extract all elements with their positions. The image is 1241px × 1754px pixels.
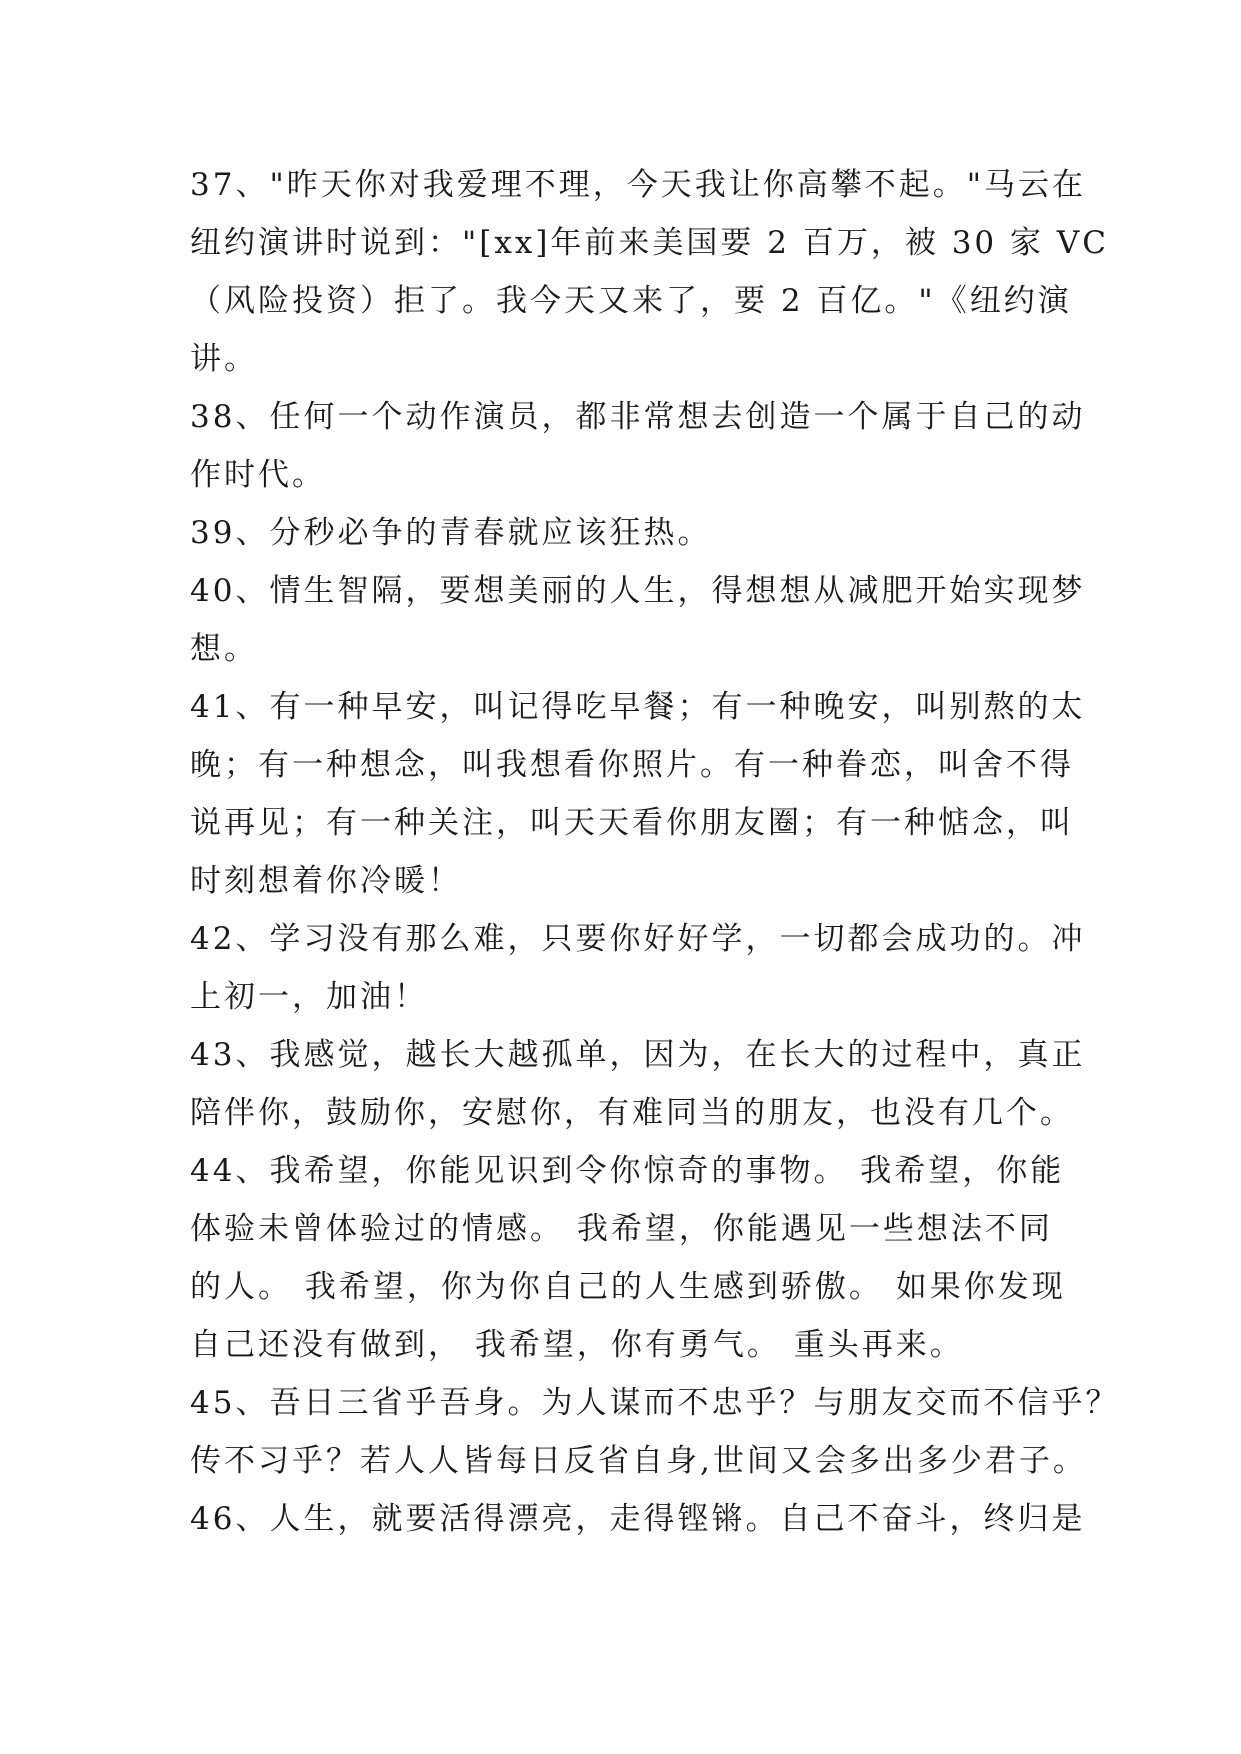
text-line: 44、我希望，你能见识到令你惊奇的事物。 我希望，你能: [190, 1153, 1065, 1189]
text-line: 讲。: [190, 341, 258, 377]
text-line: 42、学习没有那么难，只要你好好学，一切都会成功的。冲: [190, 921, 1086, 957]
text-line: 39、分秒必争的青春就应该狂热。: [190, 515, 712, 551]
text-line: 想。: [190, 631, 258, 667]
text-line: 38、任何一个动作演员，都非常想去创造一个属于自己的动: [190, 399, 1086, 435]
text-line: 传不习乎？若人人皆每日反省自身,世间又会多出多少君子。: [190, 1443, 1087, 1479]
text-line: 时刻想着你冷暖！: [190, 863, 462, 899]
text-line: 41、有一种早安，叫记得吃早餐；有一种晚安，叫别熬的太: [190, 689, 1086, 725]
text-line: 45、吾日三省乎吾身。为人谋而不忠乎？与朋友交而不信乎？: [190, 1385, 1120, 1421]
text-line: 作时代。: [190, 457, 326, 493]
text-line: 说再见；有一种关注，叫天天看你朋友圈；有一种惦念，叫: [190, 805, 1074, 841]
document-body: [190, 156, 1120, 1548]
text-line: 晚；有一种想念，叫我想看你照片。有一种眷恋，叫舍不得: [190, 747, 1074, 783]
text-line: 43、我感觉，越长大越孤单，因为，在长大的过程中，真正: [190, 1037, 1086, 1073]
text-line: 自己还没有做到， 我希望，你有勇气。 重头再来。: [190, 1327, 964, 1363]
text-line: 46、人生，就要活得漂亮，走得铿锵。自己不奋斗，终归是: [190, 1501, 1086, 1537]
text-line: 上初一，加油！: [190, 979, 428, 1015]
text-line: 纽约演讲时说到："[xx]年前来美国要 2 百万，被 30 家 VC: [190, 225, 1109, 261]
text-line: 40、情生智隔，要想美丽的人生，得想想从减肥开始实现梦: [190, 573, 1086, 609]
text-line: 37、"昨天你对我爱理不理，今天我让你高攀不起。"马云在: [190, 167, 1086, 203]
text-line: 陪伴你，鼓励你，安慰你，有难同当的朋友，也没有几个。: [190, 1095, 1074, 1131]
text-line: 的人。 我希望，你为你自己的人生感到骄傲。 如果你发现: [190, 1269, 1066, 1305]
text-line: （风险投资）拒了。我今天又来了，要 2 百亿。"《纽约演: [190, 283, 1072, 319]
text-line: 体验未曾体验过的情感。 我希望，你能遇见一些想法不同: [190, 1211, 1053, 1247]
